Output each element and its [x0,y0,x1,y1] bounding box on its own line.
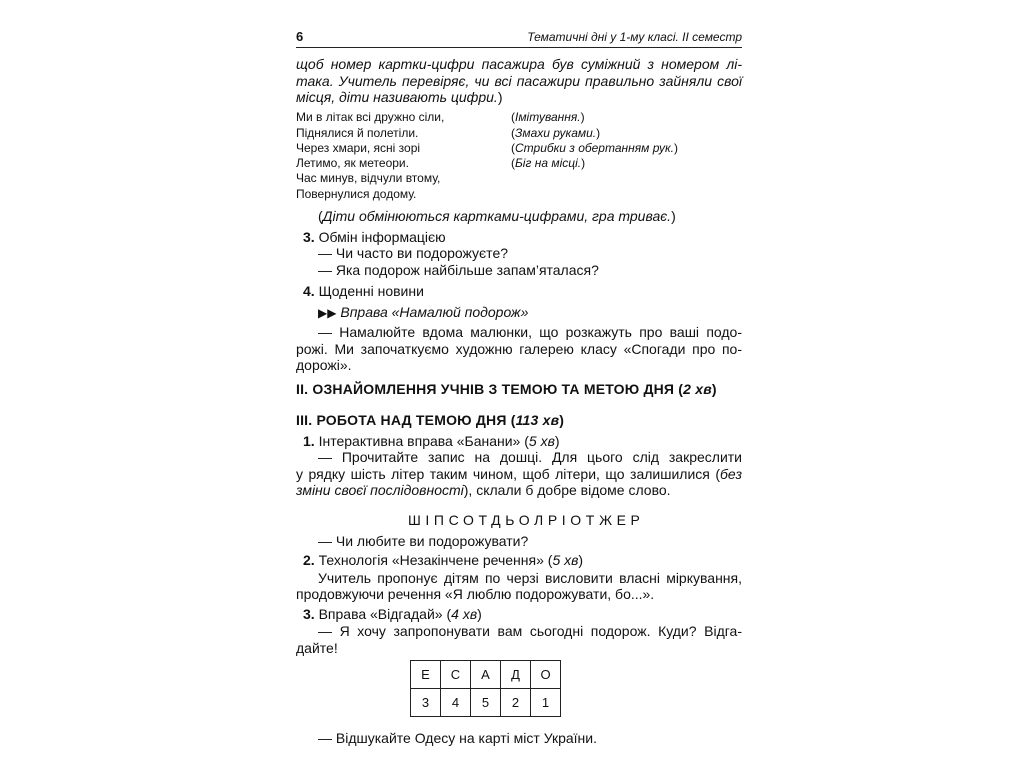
s3-item2-title: Технологія «Незакінчене речення» ( [318,552,553,568]
s3-item1-line-3b: ), склали б добре відоме слово. [463,482,671,498]
cipher-table [410,660,561,717]
poem-action-4-text: Біг на місці. [515,156,582,170]
section-3-heading [296,412,564,428]
item4-title: Щоденні новини [318,283,424,299]
s3-item2-close: ) [578,552,584,568]
s3-item2-heading [303,552,583,568]
poem-action-1: (Імітування.) [511,110,585,124]
exercise-draw-title: Вправа «Намалюй подорож» [340,304,529,320]
intro-line-1: щоб номер картки-цифри пасажира був суміжний з номером лі- [296,56,742,72]
s3-item1-line-3a: зміни своєї послідовності [296,482,464,498]
letter-string: ШІПСОТДЬОЛРІОТЖЕР [408,512,645,528]
item4-heading [303,283,424,299]
game-note: (Діти обмінюються картками-цифрами, гра триває.) [318,208,676,224]
poem-action-2-text: Змахи руками. [515,126,597,140]
table-row [411,661,561,689]
s3-item1-number: 1. [303,433,315,449]
page-header [296,27,742,48]
intro-line-3-text: місця, діти називають цифри. [296,89,498,105]
intro-line-2: така. Учитель перевіряє, чи всі пасажири правильно зайняли свої [296,73,742,89]
poem-action-3-text: Стрибки з обертанням рук. [515,141,674,155]
poem-action-3: (Стрибки з обертанням рук.) [511,141,678,155]
s3-item3-number: 3. [303,606,315,622]
s3-item3-close: ) [477,606,482,622]
s3-item1-close: ) [554,433,560,449]
table-cell: 1 [531,689,561,717]
s3-item1-title: Інтерактивна вправа «Банани» ( [318,433,529,449]
poem-line-5: Час минув, відчули втому, [296,171,441,185]
exercise-draw-line-2: рожі. Ми започаткуємо художню галерею класу «Спогади про по- [296,341,742,357]
exercise-draw-heading [318,304,528,321]
poem-action-1-text: Імітування. [515,110,581,124]
game-note-text: Діти обмінюються картками-цифрами, гра триває. [322,208,672,224]
item3-number: 3. [303,229,315,245]
section-3-time: 113 хв [515,412,560,428]
book-page [296,0,742,768]
section-3-close: ) [559,412,565,428]
section-3-text: III. РОБОТА НАД ТЕМОЮ ДНЯ ( [296,412,516,428]
poem-action-4: (Біг на місці.) [511,156,586,170]
s3-item1-line-2 [296,466,742,482]
running-title: Тематичні дні у 1-му класі. ІІ семестр [527,30,742,44]
table-cell: Е [411,661,441,689]
s3-item3-line-2: дайте! [296,640,338,656]
item3-title: Обмін інформацією [318,229,446,245]
intro-line-3: місця, діти називають цифри.) [296,89,503,105]
s3-item2-time: 5 хв [552,552,579,568]
s3-item1-question: — Чи любите ви подорожувати? [318,533,529,549]
item3-question-2: — Яка подорож найбільше запам’яталася? [318,262,599,278]
item3-heading [303,229,446,245]
item3-question-1: — Чи часто ви подорожуєте? [318,245,509,261]
item4-number: 4. [303,283,315,299]
table-cell: Д [501,661,531,689]
table-cell: 3 [411,689,441,717]
s3-item3-line-1: — Я хочу запропонувати вам сьогодні подорож. Куди? Відга- [318,623,742,639]
s3-item3-time: 4 хв [451,606,478,622]
section-2-text: II. ОЗНАЙОМЛЕННЯ УЧНІВ З ТЕМОЮ ТА МЕТОЮ ДНЯ ( [296,381,684,397]
s3-item1-line-2a: у рядку шість літер таким чином, щоб літери, що залишилися ( [296,466,720,482]
s3-item3-heading [303,606,482,622]
s3-item1-heading [303,433,560,449]
s3-item1-time: 5 хв [528,433,555,449]
table-row [411,689,561,717]
section-2-time: 2 хв [683,381,712,397]
table-cell: О [531,661,561,689]
poem-line-2: Піднялися й полетіли. [296,126,419,140]
poem-line-6: Повернулися додому. [296,187,417,201]
poem-action-2: (Змахи руками.) [511,126,601,140]
exercise-draw-line-1: — Намалюйте вдома малюнки, що розкажуть про ваші подо- [318,324,742,340]
table-cell: 2 [501,689,531,717]
s3-item2-number: 2. [303,552,315,568]
s3-item1-line-2b: без [719,466,742,482]
section-2-close: ) [711,381,717,397]
poem-line-1: Ми в літак всі дружно сіли, [296,110,445,124]
poem-line-4: Летимо, як метеори. [296,156,409,170]
table-cell: 5 [471,689,501,717]
table-cell: 4 [441,689,471,717]
section-2-heading [296,381,717,397]
s3-item1-line-3 [296,482,671,498]
s3-item3-title: Вправа «Відгадай» ( [318,606,452,622]
table-cell: А [471,661,501,689]
s3-item2-line-1: Учитель пропонує дітям по черзі висловити власні міркування, [318,570,742,586]
poem-line-3: Через хмари, ясні зорі [296,141,421,155]
exercise-draw-line-3: дорожі». [296,357,352,373]
s3-item2-line-2: продовжуючи речення «Я люблю подорожувати, бо...». [296,586,655,602]
table-cell: С [441,661,471,689]
page-number: 6 [296,29,304,44]
s3-item1-line-1: — Прочитайте запис на дошці. Для цього слід закреслити [318,449,742,465]
double-arrow-icon: ▶▶ [318,306,337,320]
final-instruction: — Відшукайте Одесу на карті міст України. [318,730,597,746]
